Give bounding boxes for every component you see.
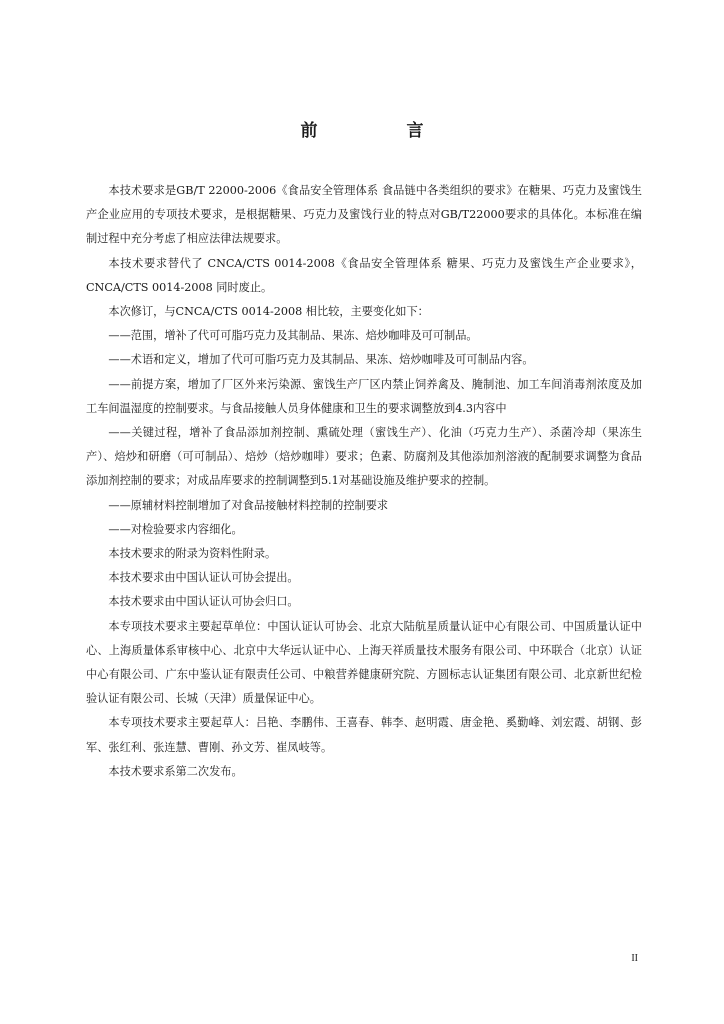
body-text bbox=[86, 179, 642, 784]
paragraph-change-inspection: ——对检验要求内容细化。 bbox=[108, 522, 243, 536]
paragraph-intro: 本技术要求是GB/T 22000-2006《食品安全管理体系 食品链中各类组织的要求》在糖果、巧克力及蜜饯生产企业应用的专项技术要求，是根据糖果、巧克力及蜜饯行业的特点对GB/T22000要求的具体化。本标准在编制过程中充分考虑了相应法律法规要求。 bbox=[86, 184, 642, 246]
paragraph-appendix: 本技术要求的附录为资料性附录。 bbox=[108, 547, 277, 561]
paragraph-drafters: 本专项技术要求主要起草人：吕艳、李鹏伟、王喜春、韩李、赵明霞、唐金艳、奚勤峰、刘宏霞、胡钢、彭军、张红利、张连慧、曹刚、孙文芳、崔凤岐等。 bbox=[86, 716, 642, 754]
paragraph-change-terms: ——术语和定义，增加了代可可脂巧克力及其制品、果冻、焙炒咖啡及可可制品内容。 bbox=[108, 353, 534, 367]
paragraph-change-prerequisites: ——前提方案，增加了厂区外来污染源、蜜饯生产厂区内禁止饲养禽及、腌制池、加工车间消毒剂浓度及加工车间温湿度的控制要求。与食品接触人员身体健康和卫生的要求调整放到4.3内容中 bbox=[86, 377, 642, 415]
paragraph-change-key-processes: ——关键过程，增补了食品添加剂控制、熏硫处理（蜜饯生产）、化油（巧克力生产）、杀菌冷却（果冻生产）、焙炒和研磨（可可制品）、焙炒（焙炒咖啡）要求；色素、防腐剂及其他添加剂溶液的配制要求调整为食品添加剂控制的要求；对成品库要求的控制调整到5.1对基础设施及维护要求的控制。 bbox=[86, 426, 642, 488]
paragraph-replacement: 本技术要求替代了 CNCA/CTS 0014-2008《食品安全管理体系 糖果、巧克力及蜜饯生产企业要求》，CNCA/CTS 0014-2008 同时废止。 bbox=[86, 256, 642, 294]
paragraph-drafting-units: 本专项技术要求主要起草单位：中国认证认可协会、北京大陆航星质量认证中心有限公司、中国质量认证中心、上海质量体系审核中心、北京中大华远认证中心、上海天祥质量技术服务有限公司、中环联合（北京）认证中心有限公司、广东中鉴认证有限责任公司、中粮营养健康研究院、方圆标志认证集团有限公司、北京新世纪检验认证有限公司、长城（天津）质量保证中心。 bbox=[86, 619, 642, 706]
page-number: II bbox=[631, 953, 638, 964]
paragraph-release: 本技术要求系第二次发布。 bbox=[108, 764, 243, 778]
paragraph-change-scope: ——范围，增补了代可可脂巧克力及其制品、果冻、焙炒咖啡及可可制品。 bbox=[108, 329, 478, 343]
paragraph-change-materials: ——原辅材料控制增加了对食品接触材料控制的控制要求 bbox=[108, 498, 389, 512]
paragraph-proposer: 本技术要求由中国认证认可协会提出。 bbox=[108, 571, 299, 585]
paragraph-revision-summary: 本次修订，与CNCA/CTS 0014-2008 相比较，主要变化如下： bbox=[108, 305, 429, 319]
paragraph-administrator: 本技术要求由中国认证认可协会归口。 bbox=[108, 595, 299, 609]
page-title: 前 言 bbox=[300, 121, 460, 141]
